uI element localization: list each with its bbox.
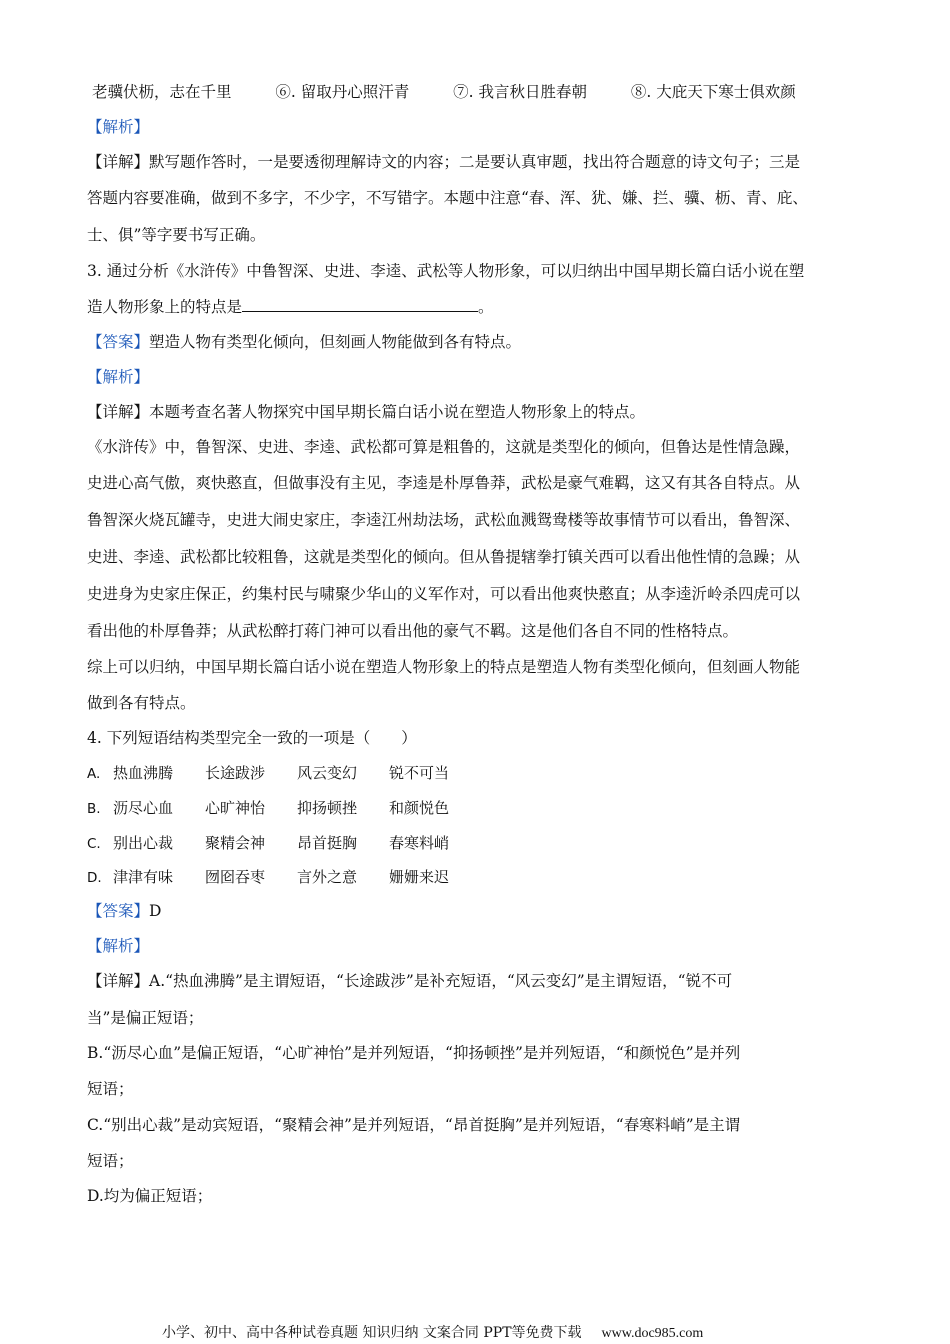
footer-site-link[interactable]: www.doc985.com — [601, 1326, 704, 1341]
detail-paragraph-line: 做到各有特点。 — [87, 694, 196, 712]
analysis-tag: 【解析】 — [87, 368, 150, 386]
detail-paragraph-line: 鲁智深火烧瓦罐寺，史进大闹史家庄，李逵江州劫法场，武松血溅鸳鸯楼等故事情节可以看出，鲁智深、 — [87, 511, 801, 529]
detail-paragraph-line: 【详解】本题考查名著人物探究中国早期长篇白话小说在塑造人物形象上的特点。 — [87, 403, 646, 421]
detail-paragraph-line: 答题内容要准确，做到不多字，不少字，不写错字。本题中注意“春、浑、犹、嫌、拦、骥、枥、青、庇、 — [87, 189, 808, 207]
detail-tag: 【详解】 — [87, 153, 150, 171]
detail-paragraph-line: 当”是偏正短语； — [87, 1009, 204, 1027]
detail-paragraph-line: 史进心高气傲，爽快憨直，但做事没有主见，李逵是朴厚鲁莽，武松是豪气难羁，这又有其各自特点。从 — [87, 474, 801, 492]
detail-paragraph-line: 看出他的朴厚鲁莽；从武松醉打蒋门神可以看出他的豪气不羁。这是他们各自不同的性格特点。 — [87, 622, 739, 640]
answer-part-8: ⑧. 大庇天下寒士俱欢颜 — [630, 83, 796, 101]
detail-paragraph-line: 短语； — [87, 1080, 134, 1098]
page-footer — [162, 1323, 703, 1344]
detail-paragraph-line: 短语； — [87, 1152, 134, 1170]
answer-line: 【答案】塑造人物有类型化倾向，但刻画人物能做到各有特点。 — [87, 333, 522, 351]
detail-paragraph-line: 士、俱”等字要书写正确。 — [87, 226, 266, 244]
analysis-tag: 【解析】 — [87, 118, 150, 136]
answer-part-5: 老骥伏枥，志在千里 — [92, 83, 232, 101]
footer-text: 小学、初中、高中各种试卷真题 知识归纳 文案合同 PPT等免费下载 — [162, 1325, 582, 1341]
option-b: B. 沥尽心血 心旷神怡 抑扬顿挫 和颜悦色 — [87, 799, 450, 817]
detail-paragraph-line: 史进、李逵、武松都比较粗鲁，这就是类型化的倾向。但从鲁提辖拳打镇关西可以看出他性情的急躁；从 — [87, 548, 801, 566]
answer-part-6: ⑥. 留取丹心照汗青 — [275, 83, 410, 101]
analysis-tag: 【解析】 — [87, 937, 150, 955]
answer-line-q2 — [92, 81, 796, 103]
detail-paragraph-line: 【详解】默写题作答时，一是要透彻理解诗文的内容；二是要认真审题，找出符合题意的诗文句子；三是 — [87, 153, 801, 171]
answer-line: 【答案】D — [87, 902, 162, 920]
detail-paragraph-line: 【详解】A.“热血沸腾”是主谓短语，“长途跋涉”是补充短语，“风云变幻”是主谓短语，“锐不可 — [87, 972, 733, 990]
detail-tag: 【详解】 — [87, 403, 150, 421]
answer-tag: 【答案】 — [87, 902, 150, 920]
detail-paragraph-line: 史进身为史家庄保正，约集村民与啸聚少华山的义军作对，可以看出他爽快憨直；从李逵沂岭杀四虎可以 — [87, 585, 801, 603]
detail-paragraph-line: C.“别出心裁”是动宾短语，“聚精会神”是并列短语，“昂首挺胸”是并列短语，“春寒料峭”是主谓 — [87, 1116, 741, 1134]
option-a: A. 热血沸腾 长途跋涉 风云变幻 锐不可当 — [87, 764, 450, 782]
option-c: C. 别出心裁 聚精会神 昂首挺胸 春寒料峭 — [87, 834, 450, 852]
answer-blank — [242, 296, 478, 312]
question-3-stem-cont: 造人物形象上的特点是 。 — [87, 298, 494, 316]
detail-paragraph-line: 综上可以归纳，中国早期长篇白话小说在塑造人物形象上的特点是塑造人物有类型化倾向，但刻画人物能 — [87, 658, 801, 676]
question-3-stem: 3. 通过分析《水浒传》中鲁智深、史进、李逵、武松等人物形象，可以归纳出中国早期长篇白话小说在塑 — [87, 262, 805, 280]
question-4-stem: 4. 下列短语结构类型完全一致的一项是（ ） — [87, 729, 417, 747]
detail-paragraph-line: 《水浒传》中，鲁智深、史进、李逵、武松都可算是粗鲁的，这就是类型化的倾向，但鲁达是性情急躁， — [87, 438, 801, 456]
answer-part-7: ⑦. 我言秋日胜春朝 — [453, 83, 587, 101]
detail-paragraph-line: D.均为偏正短语； — [87, 1187, 213, 1205]
detail-tag: 【详解】 — [87, 972, 150, 990]
answer-tag: 【答案】 — [87, 333, 150, 351]
option-d: D. 津津有味 囫囵吞枣 言外之意 姗姗来迟 — [87, 868, 450, 886]
detail-paragraph-line: B.“沥尽心血”是偏正短语，“心旷神怡”是并列短语，“抑扬顿挫”是并列短语，“和颜悦色”是并列 — [87, 1044, 741, 1062]
